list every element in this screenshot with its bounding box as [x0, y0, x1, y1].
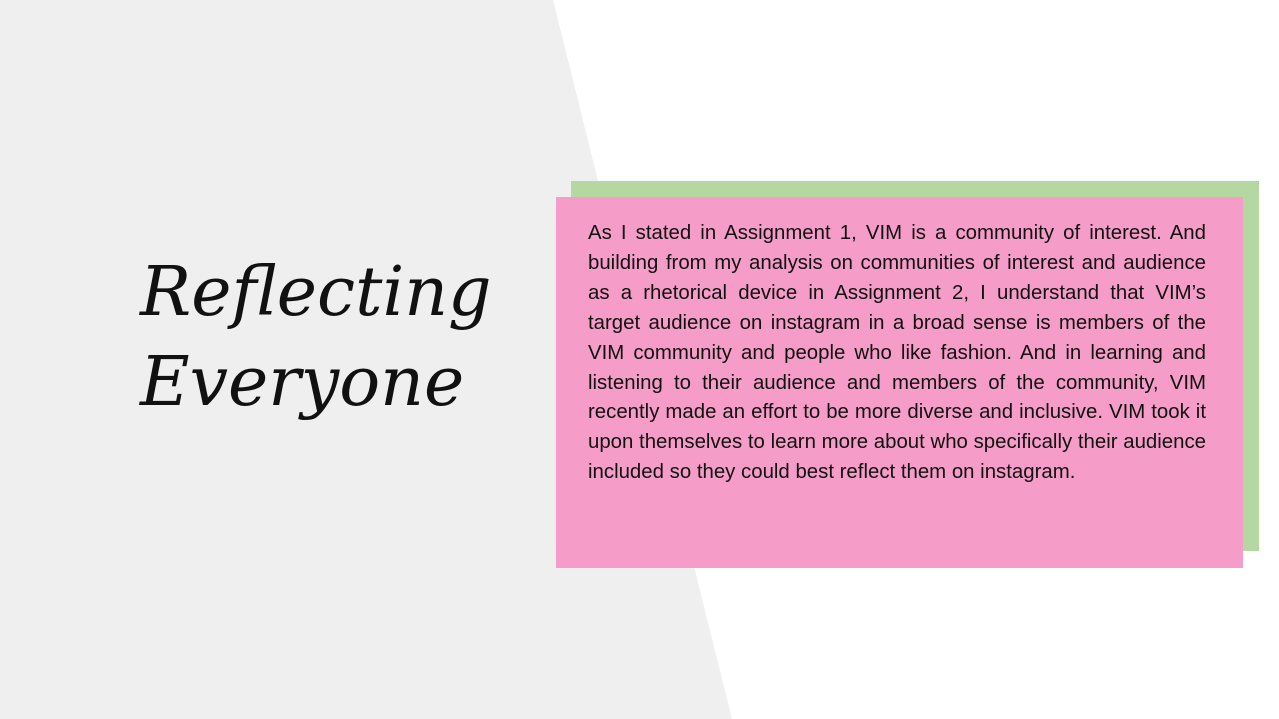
slide-title [140, 248, 540, 428]
body-paragraph: As I stated in Assignment 1, VIM is a community of interest. And building from my analysis on communities of interest and audience as a rhetorical device in Assignment 2, I understand that VIM’s target audience on instagram in a broad sense is members of the VIM community and people who like fashion. And in learning and listening to their audience and members of the community, VIM recently made an effort to be more diverse and inclusive. VIM took it upon themselves to learn more about who specifically their audience included so they could best reflect them on instagram. [588, 222, 1206, 484]
title-line-1: Reflecting [140, 253, 492, 332]
title-line-2: Everyone [140, 343, 465, 422]
pink-text-box [556, 197, 1243, 568]
